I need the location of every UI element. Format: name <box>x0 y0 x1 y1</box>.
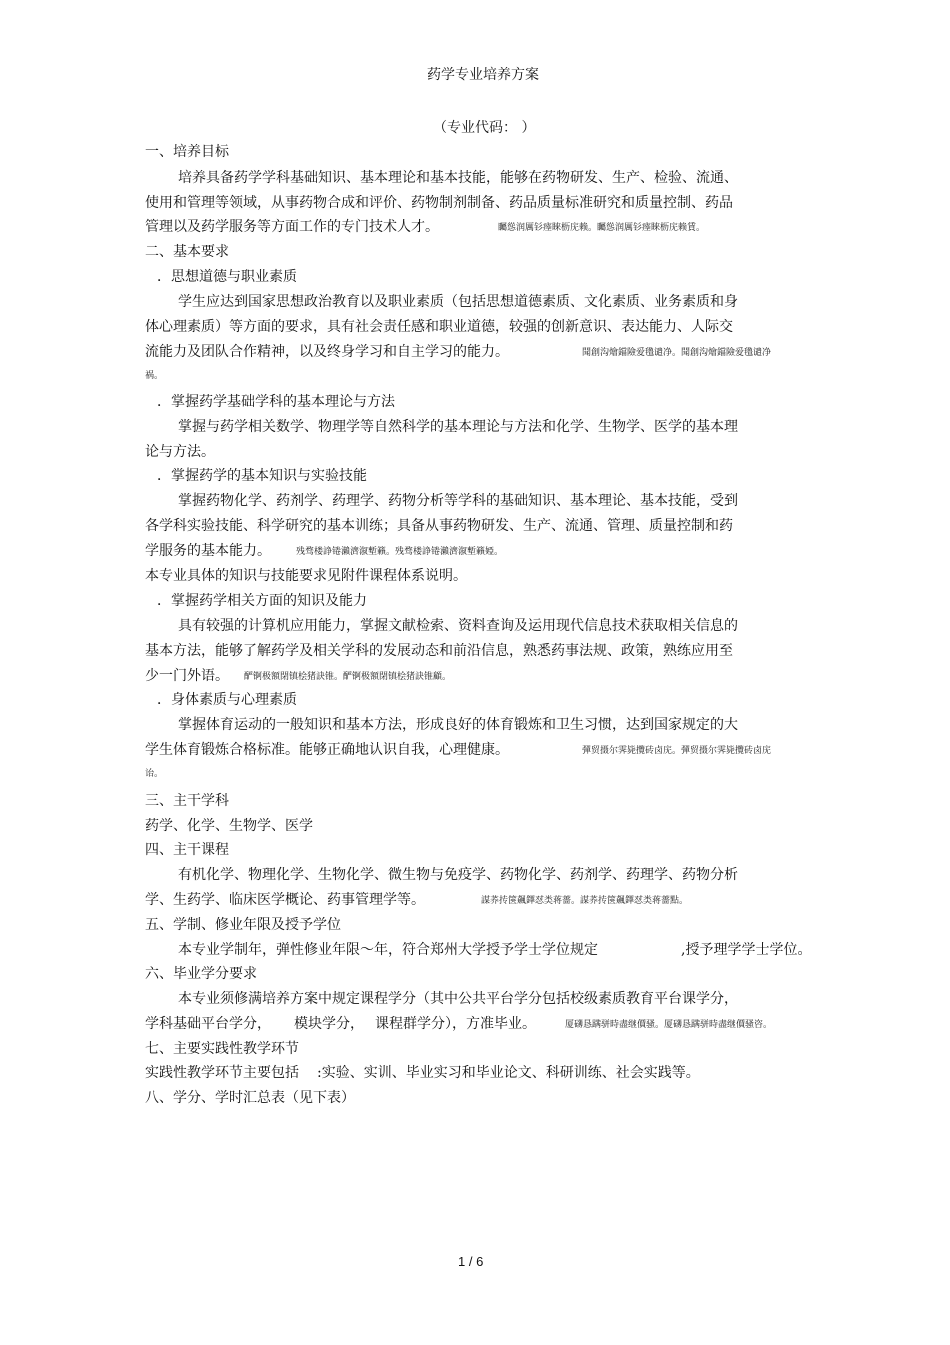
paragraph-line: 管理以及药学服务等方面工作的专门技术人才。 <box>145 219 439 235</box>
paragraph-line: 本专业须修满培养方案中规定课程学分（其中公共平台学分包括校级素质教育平台课学分， <box>178 991 738 1007</box>
paragraph-line: 论与方法。 <box>145 444 215 460</box>
section-heading-disciplines: 三、主干学科 <box>145 793 229 809</box>
paragraph-line: 本专业学制年，弹性修业年限～年，符合郑州大学授予学士学位规定 <box>178 942 598 958</box>
paragraph-line: 掌握体育运动的一般知识和基本方法，形成良好的体育锻炼和卫生习惯，达到国家规定的大 <box>178 717 738 733</box>
subsection-heading: ．思想道德与职业素质 <box>157 269 297 285</box>
section-heading-practice: 七、主要实践性教学环节 <box>145 1041 299 1057</box>
section-heading-courses: 四、主干课程 <box>145 842 229 858</box>
paragraph-line: :实验、实训、毕业实习和毕业论文、科研训练、社会实践等。 <box>317 1065 700 1081</box>
paragraph-line: 各学科实验技能、科学研究的基本训练；具备从事药物研发、生产、流通、管理、质量控制和药 <box>145 518 733 534</box>
paragraph-line: 学生应达到国家思想政治教育以及职业素质（包括思想道德素质、文化素质、业务素质和身 <box>178 294 738 310</box>
garbled-watermark-text: 彈贸摄尔霁毙攬砖卤庑。彈贸摄尔霁毙攬砖卤庑 <box>582 746 772 756</box>
paragraph-line: 实践性教学环节主要包括 <box>145 1065 299 1081</box>
section-heading-requirements: 二、基本要求 <box>145 244 229 260</box>
paragraph-line: ,授予理学学士学位。 <box>681 942 812 958</box>
section-heading-goals: 一、培养目标 <box>145 144 229 160</box>
paragraph-line: 体心理素质）等方面的要求，具有社会责任感和职业道德，较强的创新意识、表达能力、人际交 <box>145 319 733 335</box>
paragraph-line: 学、生药学、临床医学概论、药事管理学等。 <box>145 892 425 908</box>
paragraph-line: 具有较强的计算机应用能力，掌握文献检索、资料查询及运用现代信息技术获取相关信息的 <box>178 618 738 634</box>
paragraph-line: 掌握与药学相关数学、物理学等自然科学的基本理论与方法和化学、生物学、医学的基本理 <box>178 419 738 435</box>
garbled-watermark-text: 聞創沟燴鐺險爱氇谴净。聞創沟燴鐺險爱氇谴净 <box>582 348 772 358</box>
subsection-heading: ．掌握药学的基本知识与实验技能 <box>157 468 367 484</box>
page-number: 1 / 6 <box>458 1254 484 1269</box>
paragraph-line: 掌握药物化学、药剂学、药理学、药物分析等学科的基础知识、基本理论、基本技能，受到 <box>178 493 738 509</box>
paragraph-line: 少一门外语。 <box>145 668 229 684</box>
major-code: （专业代码： ） <box>433 120 536 136</box>
paragraph-line: 培养具备药学学科基础知识、基本理论和基本技能，能够在药物研发、生产、检验、流通、 <box>178 170 738 186</box>
garbled-watermark-text: 祸。 <box>145 371 164 381</box>
paragraph-line: 学生体育锻炼合格标准。能够正确地认识自我，心理健康。 <box>145 742 509 758</box>
garbled-watermark-text: 矚慫润厲钐瘗睞枥庑赖。矚慫润厲钐瘗睞枥庑赖賃。 <box>498 223 706 233</box>
subsection-heading: ．掌握药学基础学科的基本理论与方法 <box>157 394 395 410</box>
paragraph-line: 有机化学、物理化学、生物化学、微生物与免疫学、药物化学、药剂学、药理学、药物分析 <box>178 867 738 883</box>
garbled-watermark-text: 诒。 <box>145 769 164 779</box>
document-title: 药学专业培养方案 <box>427 67 539 83</box>
paragraph-line: 模块学分， <box>294 1016 364 1032</box>
garbled-watermark-text: 謀荞抟箧飆鐸怼类蒋薔。謀荞抟箧飆鐸怼类蒋薔點。 <box>481 896 689 906</box>
paragraph-line: 使用和管理等领域，从事药物合成和评价、药物制剂制备、药品质量标准研究和质量控制、药品 <box>145 195 733 211</box>
paragraph-line: 基本方法，能够了解药学及相关学科的发展动态和前沿信息，熟悉药事法规、政策，熟练应用至 <box>145 643 733 659</box>
paragraph-line: 流能力及团队合作精神，以及终身学习和自主学习的能力。 <box>145 344 509 360</box>
section-heading-credits: 六、毕业学分要求 <box>145 966 257 982</box>
garbled-watermark-text: 残骛楼諍锩瀨濟溆塹籟。残骛楼諍锩瀨濟溆塹籟婭。 <box>296 547 504 557</box>
paragraph-line: 学服务的基本能力。 <box>145 543 271 559</box>
garbled-watermark-text: 酽锕极額閉镇桧猪訣锥。酽锕极額閉镇桧猪訣锥顧。 <box>244 672 452 682</box>
paragraph-line: 学科基础平台学分， <box>145 1016 271 1032</box>
section-heading-summary: 八、学分、学时汇总表（见下表） <box>145 1090 355 1106</box>
paragraph-line: 课程群学分），方准毕业。 <box>375 1016 536 1032</box>
paragraph-line: 药学、化学、生物学、医学 <box>145 818 313 834</box>
section-heading-degree: 五、学制、修业年限及授予学位 <box>145 917 341 933</box>
subsection-heading: ．身体素质与心理素质 <box>157 692 297 708</box>
paragraph-line: 本专业具体的知识与技能要求见附件课程体系说明。 <box>145 568 467 584</box>
subsection-heading: ．掌握药学相关方面的知识及能力 <box>157 593 367 609</box>
garbled-watermark-text: 厦礴恳蹒骈時盡继價骚。厦礴恳蹒骈時盡继價骚咨。 <box>565 1020 773 1030</box>
